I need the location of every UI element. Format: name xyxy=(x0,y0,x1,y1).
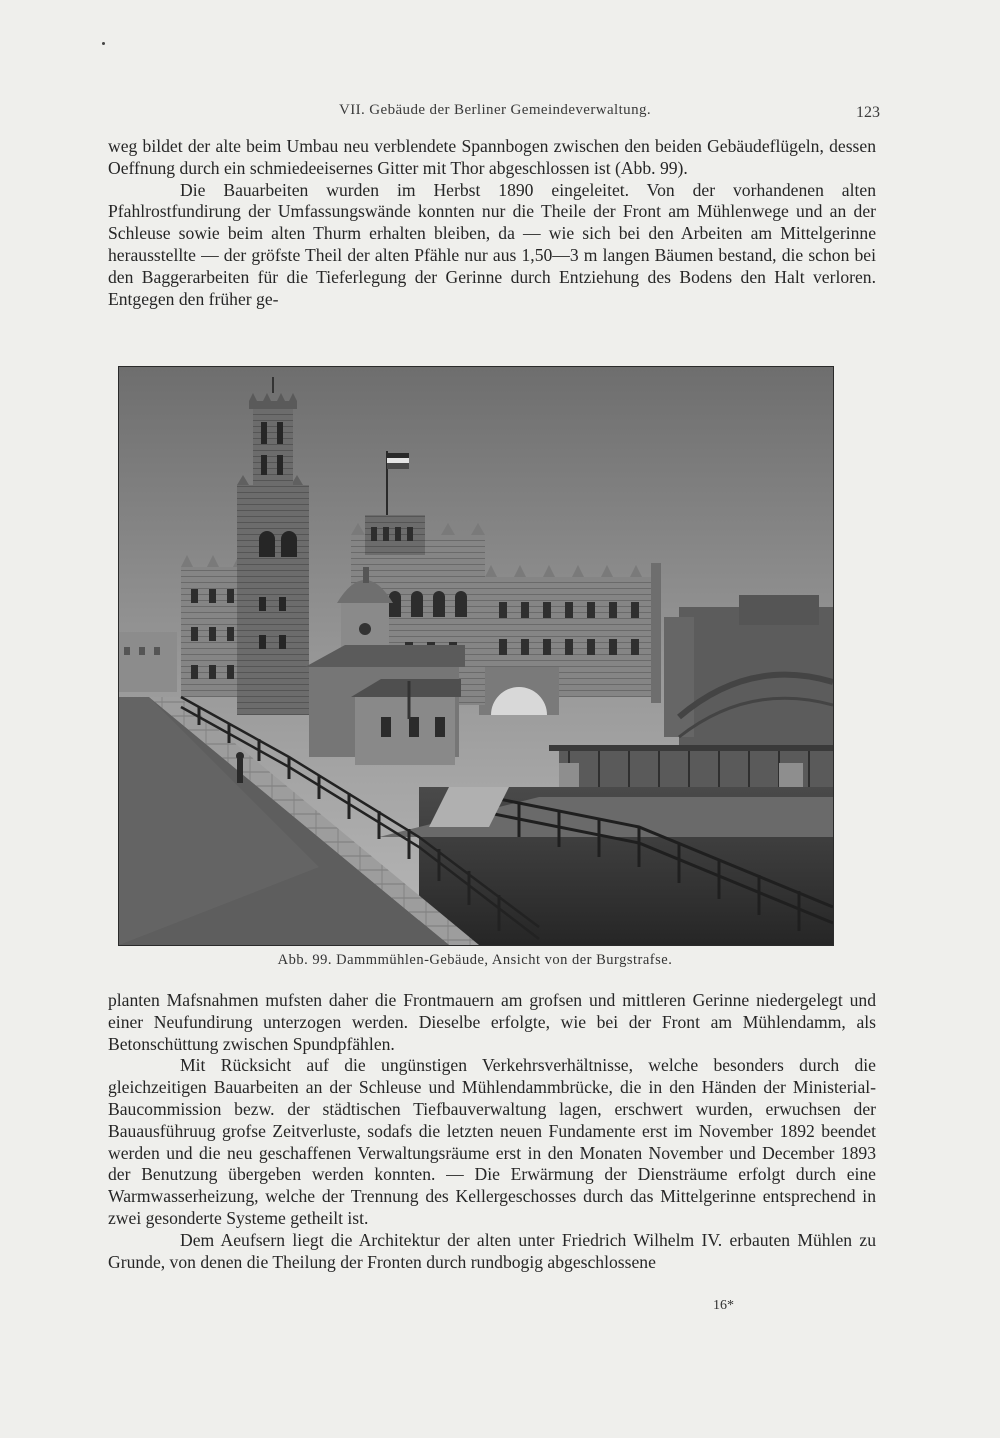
page-number: 123 xyxy=(856,104,880,121)
text-block-bottom xyxy=(108,990,876,1273)
paragraph: weg bildet der alte beim Umbau neu verblendete Spannbogen zwischen den beiden Gebäudeflügeln, dessen Oeffnung durch ein schmiedeeisernes Gitter mit Thor abgeschlossen ist (Abb. 99). xyxy=(108,136,876,178)
figure-photograph xyxy=(118,366,834,946)
running-head xyxy=(110,98,880,128)
text-block-top xyxy=(108,136,876,310)
figure-caption: Abb. 99. Dammmühlen-Gebäude, Ansicht von der Burgstrafse. xyxy=(277,952,673,968)
paragraph: planten Mafsnahmen mufsten daher die Frontmauern am grofsen und mittleren Gerinne niedergelegt und einer Neufundirung unterzogen werden. Dieselbe erfolgte, wie bei der Front am Mühlendamm, als Betonschüttung zwischen Spundpfählen. xyxy=(108,990,876,1054)
paragraph: Dem Aeufsern liegt die Architektur der alten unter Friedrich Wilhelm IV. erbauten Mühlen zu Grunde, von denen die Theilung der Fronten durch rundbogig abgeschlossene xyxy=(108,1229,876,1272)
signature-mark: 16* xyxy=(713,1298,734,1313)
paper-speck xyxy=(102,42,105,45)
running-title: VII. Gebäude der Berliner Gemeindeverwaltung. xyxy=(338,102,652,118)
paragraph: Mit Rücksicht auf die ungünstigen Verkehrsverhältnisse, welche besonders durch die gleichzeitigen Bauarbeiten an der Schleuse und Mühlendammbrücke, die in den Händen der Ministerial-Baucommission bezw. der städtischen Tiefbauverwaltung lagen, erschwert wurden, erwuchsen der Bauausführuug grofse Zeitverluste, sodafs die letzten neuen Fundamente erst im November 1892 beendet werden und die neu geschaffenen Verwaltungsräume erst in den Monaten November und December 1893 der Benutzung übergeben werden konnten. — Die Erwärmung der Diensträume erfolgt durch eine Warmwasserheizung, welche der Trennung des Kellergeschosses durch das Mittelgerinne entsprechend in zwei gesonderte Systeme getheilt ist. xyxy=(108,1055,876,1228)
dammmuehlen-building-photo xyxy=(119,367,833,945)
paragraph: Die Bauarbeiten wurden im Herbst 1890 eingeleitet. Von der vorhandenen alten Pfahlrostfundirung der Umfassungswände konnten nur die Theile der Front am Mühlenwege und an der Schleuse sowie beim alten Thurm erhalten bleiben, da — wie sich bei den Arbeiten am Mittelgerinne herausstellte — der gröfste Theil der alten Pfähle nur aus 1,50—3 m langen Bäumen bestand, die schon bei den Baggerarbeiten für die Tieferlegung der Gerinne durch Entziehung des Bodens den Halt verloren. Entgegen den früher ge- xyxy=(108,179,876,309)
